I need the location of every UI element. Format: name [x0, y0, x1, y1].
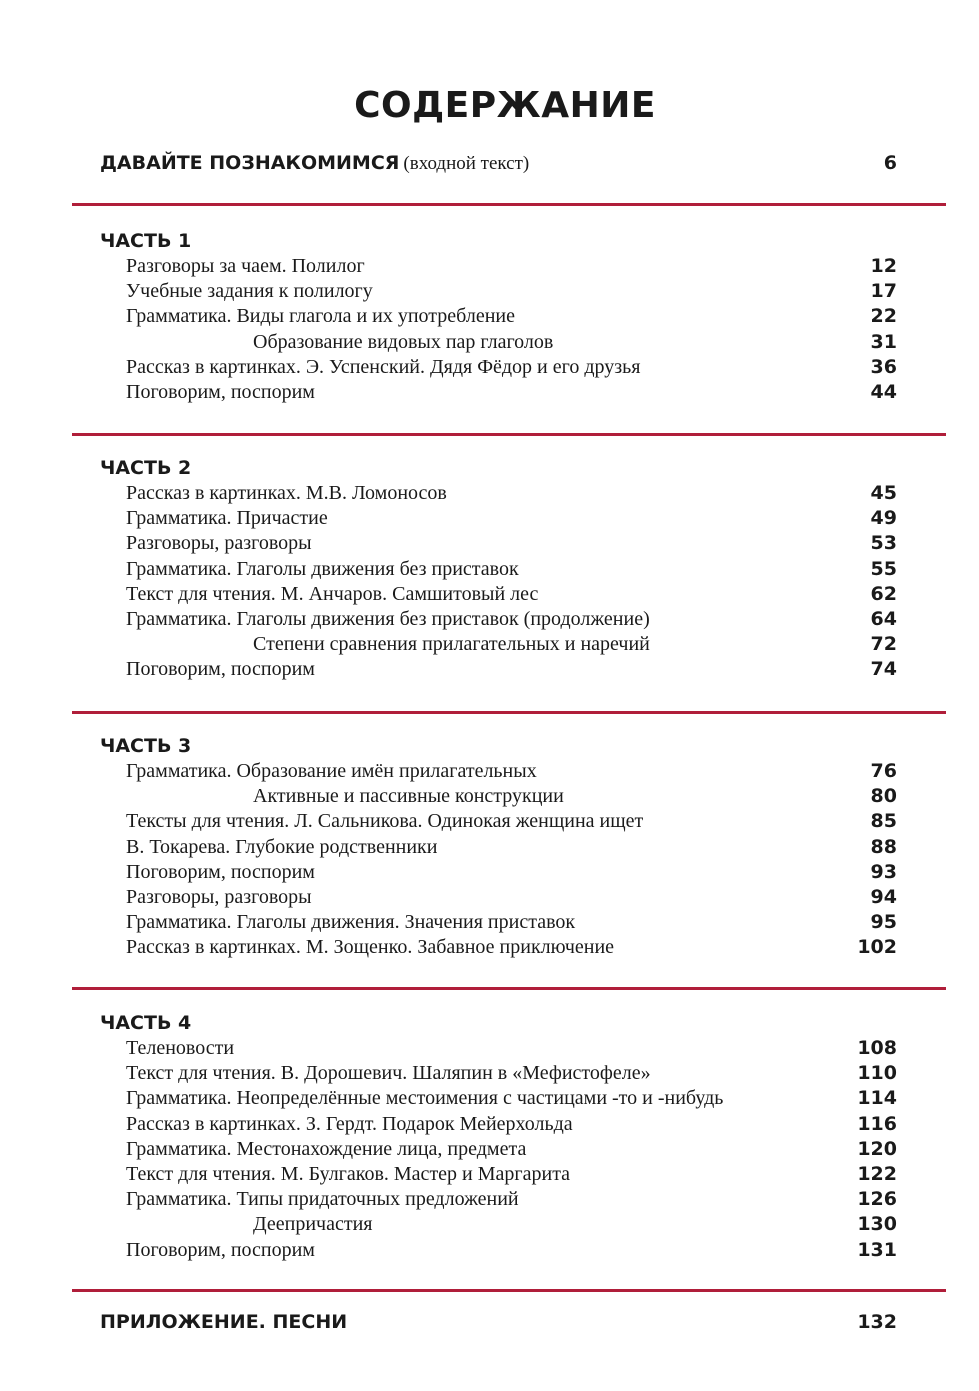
toc-entry[interactable] [100, 355, 897, 380]
intro-label-group [100, 152, 529, 175]
toc-entry[interactable] [100, 380, 897, 405]
toc-entry[interactable] [100, 1061, 897, 1086]
toc-entry[interactable] [100, 835, 897, 860]
entry-page: 80 [870, 785, 897, 808]
toc-entry[interactable] [100, 1036, 897, 1061]
entry-page: 102 [857, 936, 897, 959]
section-divider [72, 1289, 946, 1292]
entry-page: 72 [870, 633, 897, 656]
toc-part-2 [100, 455, 897, 683]
appendix-label: ПРИЛОЖЕНИЕ. ПЕСНИ [100, 1311, 348, 1333]
toc-entry[interactable] [100, 1187, 897, 1212]
section-divider [72, 987, 946, 990]
section-divider [72, 433, 946, 436]
entry-title: Грамматика. Образование имён прилагательных [126, 760, 537, 782]
entry-title: Образование видовых пар глаголов [253, 330, 554, 353]
entry-page: 126 [857, 1188, 897, 1211]
section-divider [72, 203, 946, 206]
toc-entry[interactable] [100, 304, 897, 329]
toc-entry[interactable] [100, 1137, 897, 1162]
toc-entry[interactable] [100, 1112, 897, 1137]
entry-title: В. Токарева. Глубокие родственники [126, 835, 438, 858]
entry-page: 110 [857, 1062, 897, 1085]
part-title: ЧАСТЬ 4 [100, 1012, 192, 1034]
entry-title: Разговоры за чаем. Полилог [126, 255, 365, 277]
entry-title: Грамматика. Глаголы движения без приставок [126, 557, 519, 580]
entry-page: 36 [870, 355, 897, 378]
entry-title: Грамматика. Типы придаточных предложений [126, 1188, 519, 1211]
appendix-page: 132 [857, 1311, 897, 1333]
entry-title: Рассказ в картинках. М.В. Ломоносов [126, 482, 447, 504]
entry-page: 88 [870, 835, 897, 858]
toc-entry[interactable] [100, 531, 897, 556]
toc-entry[interactable] [100, 607, 897, 632]
entry-page: 116 [857, 1112, 897, 1135]
entry-title: Грамматика. Виды глагола и их употребление [126, 305, 515, 328]
entry-title: Поговорим, поспорим [126, 380, 315, 403]
entry-page: 44 [870, 380, 897, 403]
toc-appendix-entry[interactable] [100, 1311, 897, 1333]
intro-label: ДАВАЙТЕ ПОЗНАКОМИМСЯ [100, 152, 400, 174]
toc-intro-entry[interactable] [100, 152, 897, 175]
entry-title: Текст для чтения. М. Булгаков. Мастер и Маргарита [126, 1162, 571, 1185]
entry-title: Поговорим, поспорим [126, 658, 315, 681]
entry-title: Грамматика. Глаголы движения без приставок (продолжение) [126, 607, 650, 630]
entry-title: Грамматика. Местонахождение лица, предмета [126, 1137, 527, 1160]
entry-title: Текст для чтения. В. Дорошевич. Шаляпин в «Мефистофеле» [126, 1062, 651, 1085]
entry-title: Учебные задания к полилогу [126, 280, 373, 303]
toc-entry[interactable] [100, 1162, 897, 1187]
entry-page: 76 [870, 760, 897, 782]
part-title: ЧАСТЬ 1 [100, 230, 192, 252]
page-title: СОДЕРЖАНИЕ [354, 85, 656, 126]
entry-page: 31 [870, 330, 897, 353]
intro-note: (входной текст) [403, 153, 530, 174]
toc-entry[interactable] [100, 582, 897, 607]
toc-entry[interactable] [100, 1086, 897, 1111]
entry-page: 62 [870, 582, 897, 605]
entry-title: Степени сравнения прилагательных и наречий [253, 633, 650, 656]
toc-entry[interactable] [100, 557, 897, 582]
toc-entry[interactable] [100, 759, 897, 784]
entry-page: 45 [870, 482, 897, 504]
intro-page: 6 [883, 152, 897, 174]
toc-entry[interactable] [100, 1238, 897, 1263]
toc-part-1 [100, 228, 897, 405]
entry-title: Тексты для чтения. Л. Сальникова. Одинокая женщина ищет [126, 810, 644, 833]
toc-entry[interactable] [100, 279, 897, 304]
entry-title: Поговорим, поспорим [126, 860, 315, 883]
toc-entry[interactable] [100, 885, 897, 910]
entry-page: 93 [870, 860, 897, 883]
toc-part-3 [100, 733, 897, 961]
entry-title: Текст для чтения. М. Анчаров. Самшитовый лес [126, 582, 539, 605]
entry-page: 131 [857, 1238, 897, 1261]
entry-page: 49 [870, 507, 897, 530]
entry-title: Грамматика. Причастие [126, 507, 328, 530]
section-divider [72, 711, 946, 714]
toc-entry[interactable] [100, 935, 897, 960]
toc-entry[interactable] [100, 657, 897, 682]
entry-title: Грамматика. Неопределённые местоимения с частицами -то и -нибудь [126, 1087, 724, 1110]
entry-page: 120 [857, 1137, 897, 1160]
entry-page: 95 [870, 911, 897, 934]
entry-title: Разговоры, разговоры [126, 532, 312, 555]
toc-entry[interactable] [100, 910, 897, 935]
entry-title: Теленовости [126, 1037, 235, 1059]
entry-title: Рассказ в картинках. Э. Успенский. Дядя Фёдор и его друзья [126, 355, 641, 378]
toc-entry[interactable] [100, 506, 897, 531]
entry-title: Активные и пассивные конструкции [253, 785, 564, 808]
entry-page: 12 [870, 255, 897, 277]
entry-page: 64 [870, 607, 897, 630]
toc-entry[interactable] [100, 254, 897, 279]
toc-subentry[interactable] [100, 1212, 897, 1237]
entry-page: 53 [870, 532, 897, 555]
entry-page: 55 [870, 557, 897, 580]
entry-page: 85 [870, 810, 897, 833]
entry-title: Рассказ в картинках. М. Зощенко. Забавное приключение [126, 936, 615, 959]
part-title: ЧАСТЬ 2 [100, 457, 192, 479]
part-title: ЧАСТЬ 3 [100, 735, 192, 757]
toc-part-4 [100, 1010, 897, 1263]
toc-subentry[interactable] [100, 330, 897, 355]
entry-page: 17 [870, 280, 897, 303]
toc-entry[interactable] [100, 860, 897, 885]
entry-title: Разговоры, разговоры [126, 885, 312, 908]
entry-page: 74 [870, 658, 897, 681]
entry-title: Поговорим, поспорим [126, 1238, 315, 1261]
entry-page: 22 [870, 305, 897, 328]
entry-page: 108 [857, 1037, 897, 1059]
entry-page: 122 [857, 1162, 897, 1185]
entry-page: 114 [857, 1087, 897, 1110]
toc-subentry[interactable] [100, 632, 897, 657]
toc-subentry[interactable] [100, 784, 897, 809]
entry-title: Грамматика. Глаголы движения. Значения приставок [126, 911, 576, 934]
toc-entry[interactable] [100, 481, 897, 506]
entry-page: 94 [870, 885, 897, 908]
entry-title: Рассказ в картинках. З. Гердт. Подарок Мейерхольда [126, 1112, 573, 1135]
entry-title: Деепричастия [253, 1213, 373, 1236]
entry-page: 130 [857, 1213, 897, 1236]
toc-entry[interactable] [100, 809, 897, 834]
